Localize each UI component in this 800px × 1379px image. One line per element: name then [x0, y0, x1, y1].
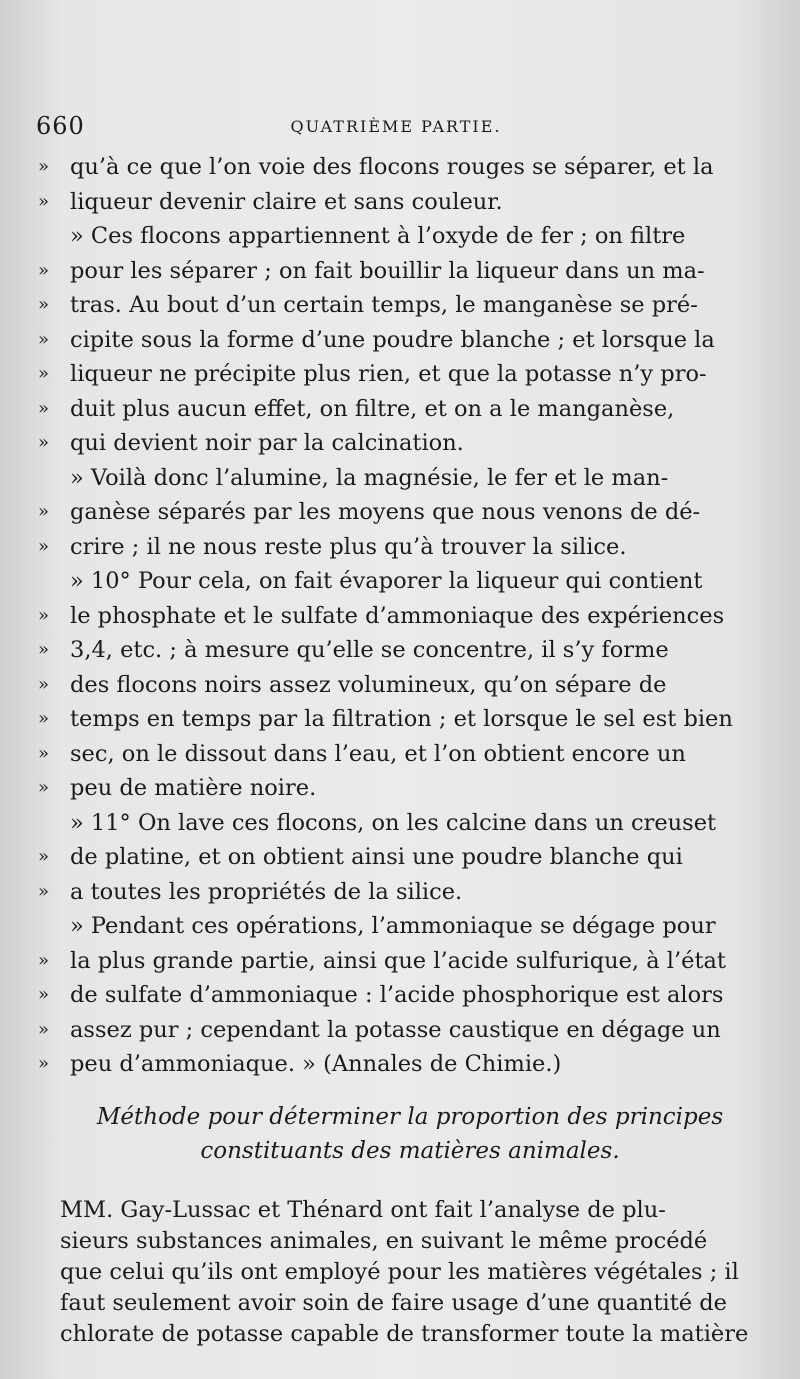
text-line: » assez pur ; cependant la potasse caustique en dégage un	[38, 1016, 721, 1043]
running-head: QUATRIÈME PARTIE.	[290, 117, 502, 136]
quoted-passage	[38, 150, 762, 1082]
text-line: » crire ; il ne nous reste plus qu’à trouver la silice.	[38, 533, 627, 560]
section-title	[60, 1100, 760, 1168]
section-title-line-2: constituants des matières animales.	[200, 1138, 620, 1164]
page-number: 660	[36, 112, 85, 140]
text-line: » peu d’ammoniaque. » (Annales de Chimie.)	[38, 1051, 562, 1077]
text-line: » Pendant ces opérations, l’ammoniaque se dégage pour	[70, 913, 716, 939]
page-header	[36, 112, 756, 142]
text-line: que celui qu’ils ont employé pour les matières végétales ; il	[60, 1259, 739, 1285]
text-line: » qui devient noir par la calcination.	[38, 430, 464, 456]
text-line: » qu’à ce que l’on voie des flocons rouges se séparer, et la	[38, 154, 714, 180]
text-line: » Voilà donc l’alumine, la magnésie, le fer et le man-	[70, 464, 669, 491]
text-line: » le phosphate et le sulfate d’ammoniaque des expériences	[38, 602, 725, 629]
text-line: » liqueur ne précipite plus rien, et que la potasse n’y pro-	[38, 361, 707, 387]
text-line: » temps en temps par la filtration ; et lorsque le sel est bien	[38, 706, 733, 732]
text-line: » 3,4, etc. ; à mesure qu’elle se concentre, il s’y forme	[38, 637, 669, 663]
text-line: » pour les séparer ; on fait bouillir la liqueur dans un ma-	[38, 257, 705, 284]
text-line: » la plus grande partie, ainsi que l’acide sulfurique, à l’état	[38, 947, 726, 974]
text-line: faut seulement avoir soin de faire usage d’une quantité de	[60, 1290, 727, 1316]
text-line: » 10° Pour cela, on fait évaporer la liqueur qui contient	[70, 568, 703, 594]
text-line: » a toutes les propriétés de la silice.	[38, 878, 463, 905]
text-line: » liqueur devenir claire et sans couleur.	[38, 188, 503, 215]
text-line: » ganèse séparés par les moyens que nous venons de dé-	[38, 499, 701, 525]
text-line: » de platine, et on obtient ainsi une poudre blanche qui	[38, 844, 683, 870]
text-line: » tras. Au bout d’un certain temps, le manganèse se pré-	[38, 292, 698, 318]
section-body	[60, 1195, 762, 1350]
text-line: » de sulfate d’ammoniaque : l’acide phosphorique est alors	[38, 982, 724, 1008]
text-line: » sec, on le dissout dans l’eau, et l’on obtient encore un	[38, 740, 686, 767]
text-line: » peu de matière noire.	[38, 775, 317, 801]
text-line: » 11° On lave ces flocons, on les calcine dans un creuset	[70, 809, 717, 836]
text-line: » duit plus aucun effet, on filtre, et on a le manganèse,	[38, 395, 675, 422]
text-line: chlorate de potasse capable de transformer toute la matière	[60, 1321, 749, 1347]
text-line: » des flocons noirs assez volumineux, qu’on sépare de	[38, 671, 667, 698]
text-line: MM. Gay-Lussac et Thénard ont fait l’analyse de plu-	[60, 1197, 666, 1223]
section-title-line-1: Méthode pour déterminer la proportion des principes	[96, 1104, 724, 1130]
text-line: sieurs substances animales, en suivant le même procédé	[60, 1228, 708, 1254]
text-line: » Ces flocons appartiennent à l’oxyde de fer ; on filtre	[70, 223, 686, 249]
text-line: » cipite sous la forme d’une poudre blanche ; et lorsque la	[38, 326, 715, 353]
